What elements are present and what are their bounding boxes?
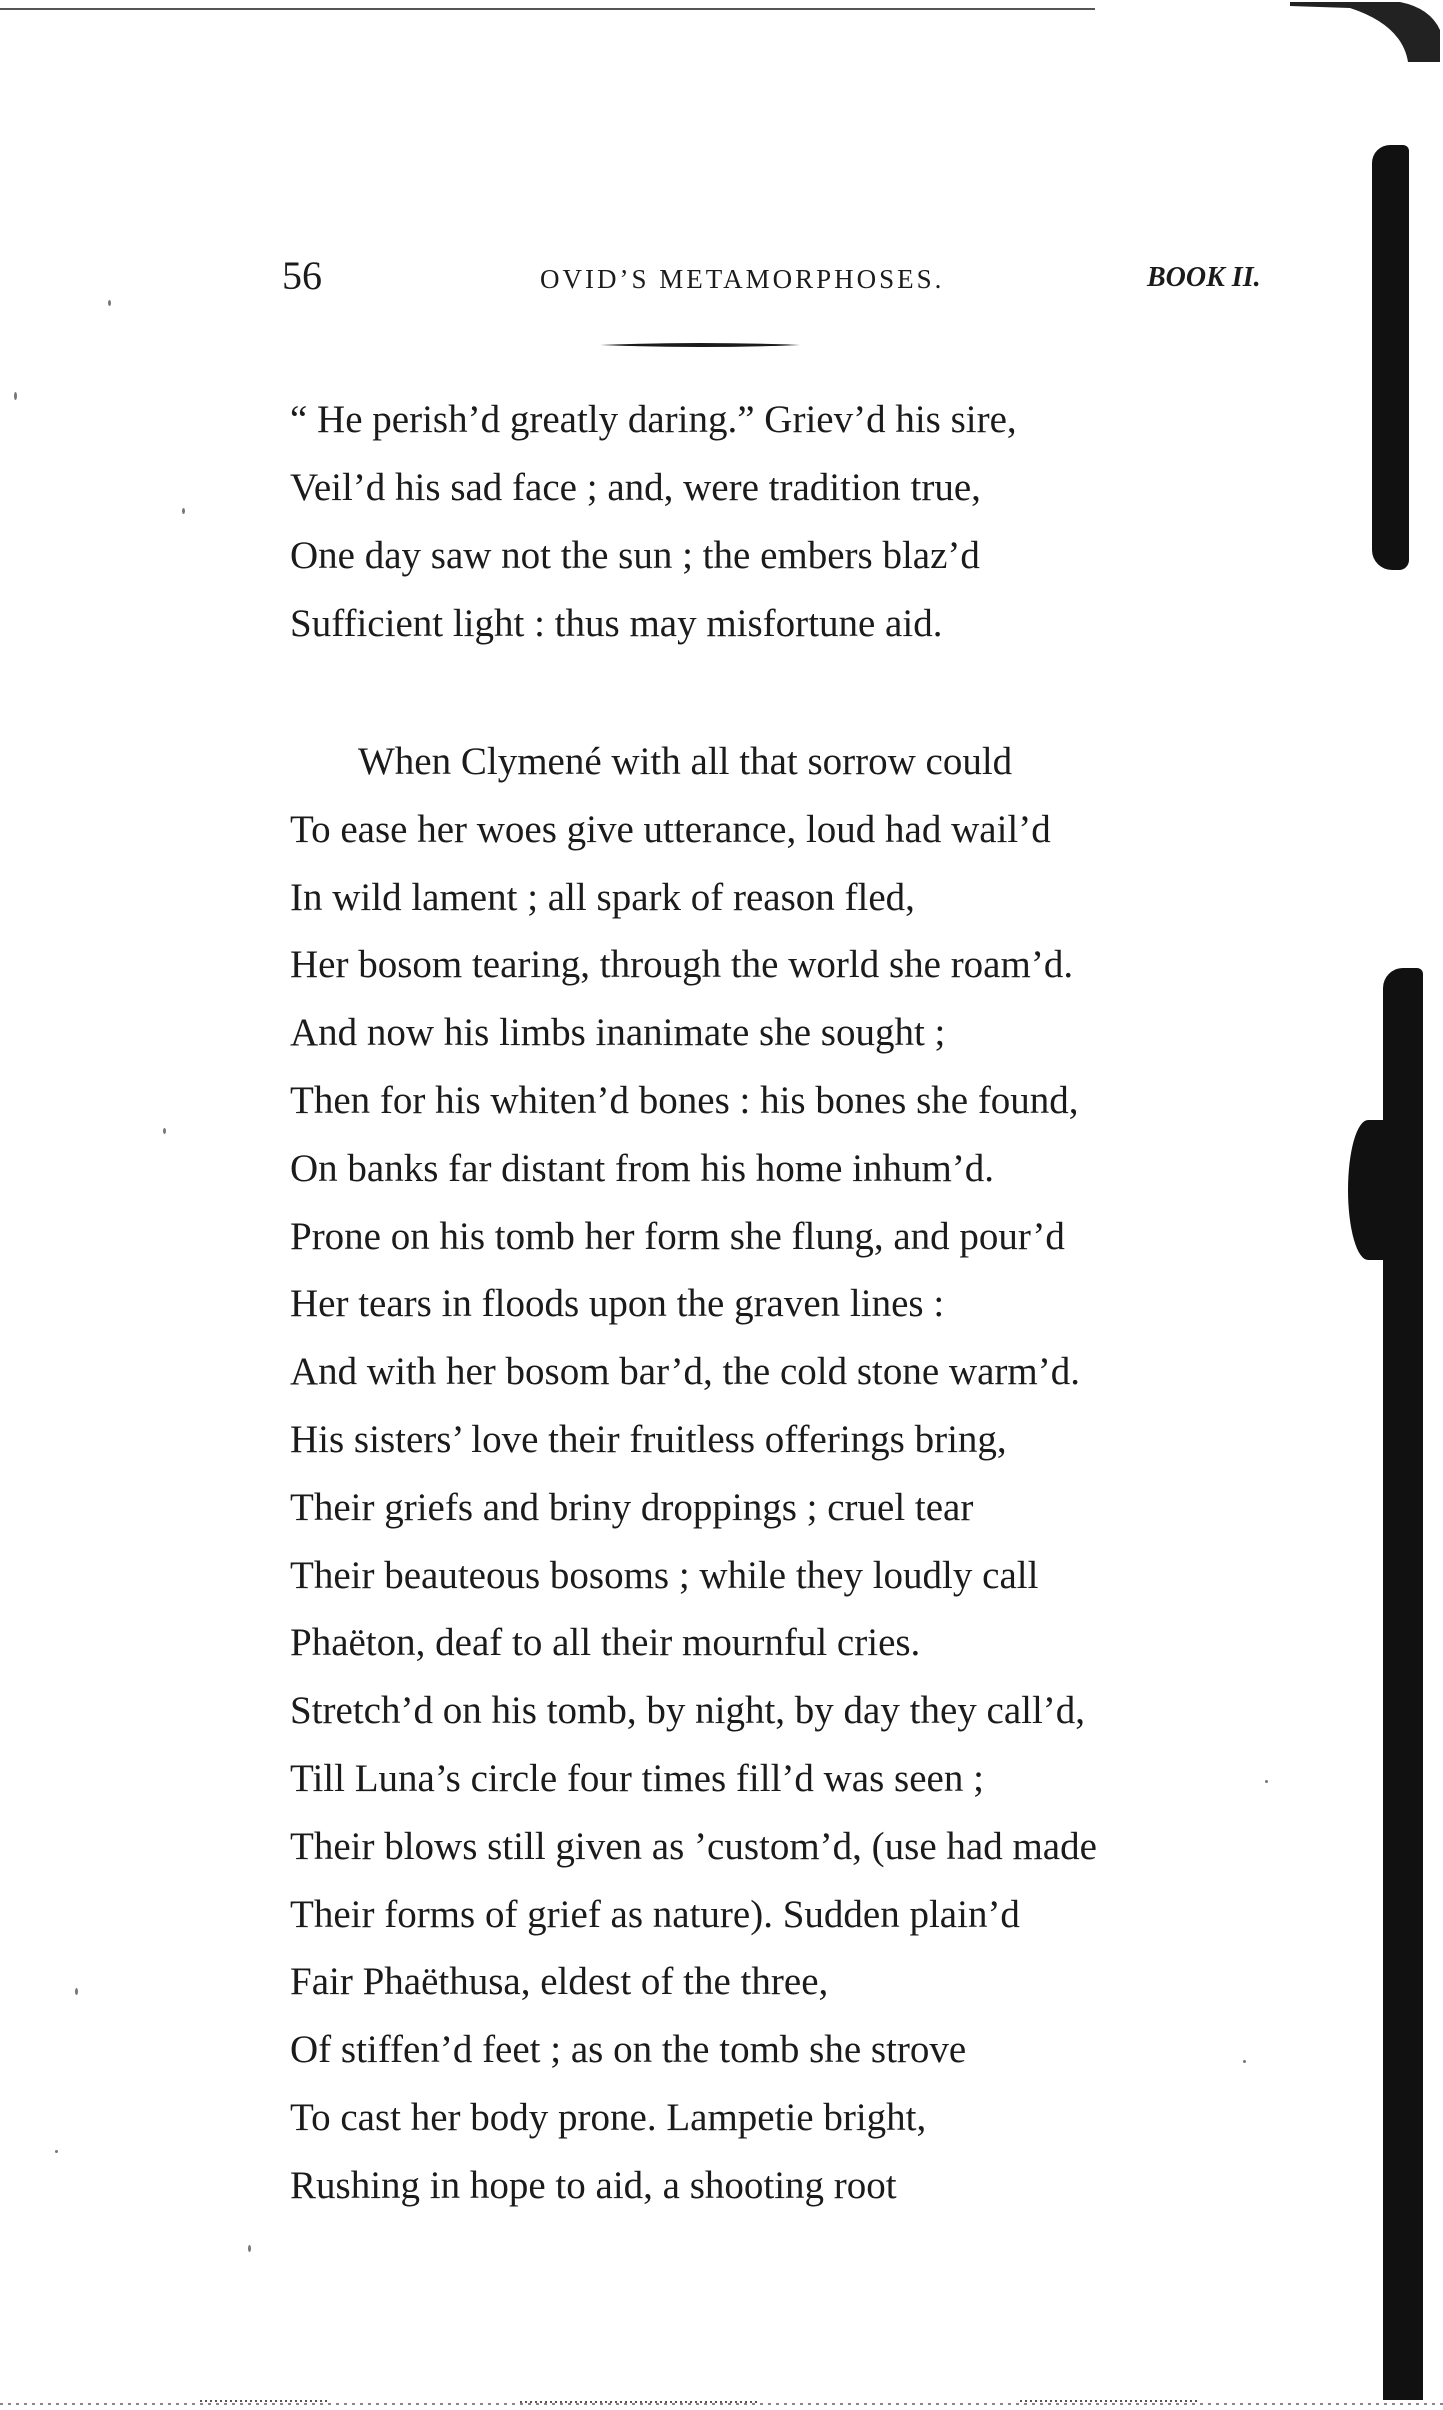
paper-speck: [1243, 2060, 1246, 2063]
stanza-one: [290, 400, 1017, 672]
verse-line: Her tears in floods upon the graven lines :: [290, 1282, 945, 1326]
paper-speck: [55, 2150, 58, 2153]
verse-line: To cast her body prone. Lampetie bright,: [290, 2095, 927, 2139]
verse-line: In wild lament ; all spark of reason fled,: [290, 875, 915, 919]
stanza-two: [290, 742, 1097, 2234]
verse-line: And now his limbs inanimate she sought ;: [290, 1011, 946, 1055]
top-edge-rule: [0, 8, 1095, 10]
paper-speck: [182, 508, 185, 514]
verse-line: Phaëton, deaf to all their mournful cries.: [290, 1621, 921, 1665]
verse-line: Sufficient light : thus may misfortune aid.: [290, 602, 943, 645]
verse-line: Stretch’d on his tomb, by night, by day they call’d,: [290, 1689, 1086, 1733]
paper-speck: [75, 1988, 78, 1995]
paper-speck: [248, 2245, 251, 2252]
verse-line: Their forms of grief as nature). Sudden plain’d: [290, 1892, 1020, 1936]
book-label: BOOK II.: [1147, 262, 1261, 293]
verse-line: Fair Phaëthusa, eldest of the three,: [290, 1960, 829, 2004]
verse-line: “ He perish’d greatly daring.” Griev’d his sire,: [290, 398, 1017, 441]
right-edge-shadow-lower: [1383, 968, 1423, 2400]
verse-line: To ease her woes give utterance, loud had wail’d: [290, 807, 1051, 851]
verse-line: His sisters’ love their fruitless offerings bring,: [290, 1417, 1007, 1461]
verse-line: On banks far distant from his home inhum’d.: [290, 1146, 995, 1190]
paper-speck: [14, 392, 17, 400]
verse-line: One day saw not the sun ; the embers blaz’d: [290, 534, 980, 577]
paper-speck: [163, 1128, 166, 1134]
paper-speck: [1265, 1780, 1268, 1783]
verse-line: Till Luna’s circle four times fill’d was seen ;: [290, 1756, 984, 1800]
running-header: [0, 252, 1443, 302]
verse-line: And with her bosom bar’d, the cold stone warm’d.: [290, 1350, 1080, 1394]
page-number: 56: [282, 253, 322, 298]
verse-line: Their griefs and briny droppings ; cruel tear: [290, 1485, 974, 1529]
verse-line: Prone on his tomb her form she flung, and pour’d: [290, 1214, 1065, 1258]
verse-line: Veil’d his sad face ; and, were tradition true,: [290, 466, 981, 509]
right-edge-shadow-upper: [1372, 145, 1409, 570]
header-ornament-rule: [600, 342, 800, 348]
verse-line: Her bosom tearing, through the world she roam’d.: [290, 943, 1074, 987]
verse-line: Rushing in hope to aid, a shooting root: [290, 2163, 897, 2207]
bottom-edge-noise: [0, 2396, 1443, 2410]
paper-speck: [108, 300, 111, 306]
running-title: OVID’S METAMORPHOSES.: [540, 264, 945, 294]
page-corner-shadow: [1290, 0, 1440, 62]
verse-line: Their blows still given as ’custom’d, (use had made: [290, 1824, 1097, 1868]
verse-line: Of stiffen’d feet ; as on the tomb she strove: [290, 2028, 967, 2072]
verse-line: When Clymené with all that sorrow could: [358, 740, 1013, 783]
right-edge-shadow-notch: [1348, 1120, 1388, 1260]
verse-line: Their beauteous bosoms ; while they loudly call: [290, 1553, 1039, 1597]
verse-line: Then for his whiten’d bones : his bones she found,: [290, 1078, 1079, 1122]
